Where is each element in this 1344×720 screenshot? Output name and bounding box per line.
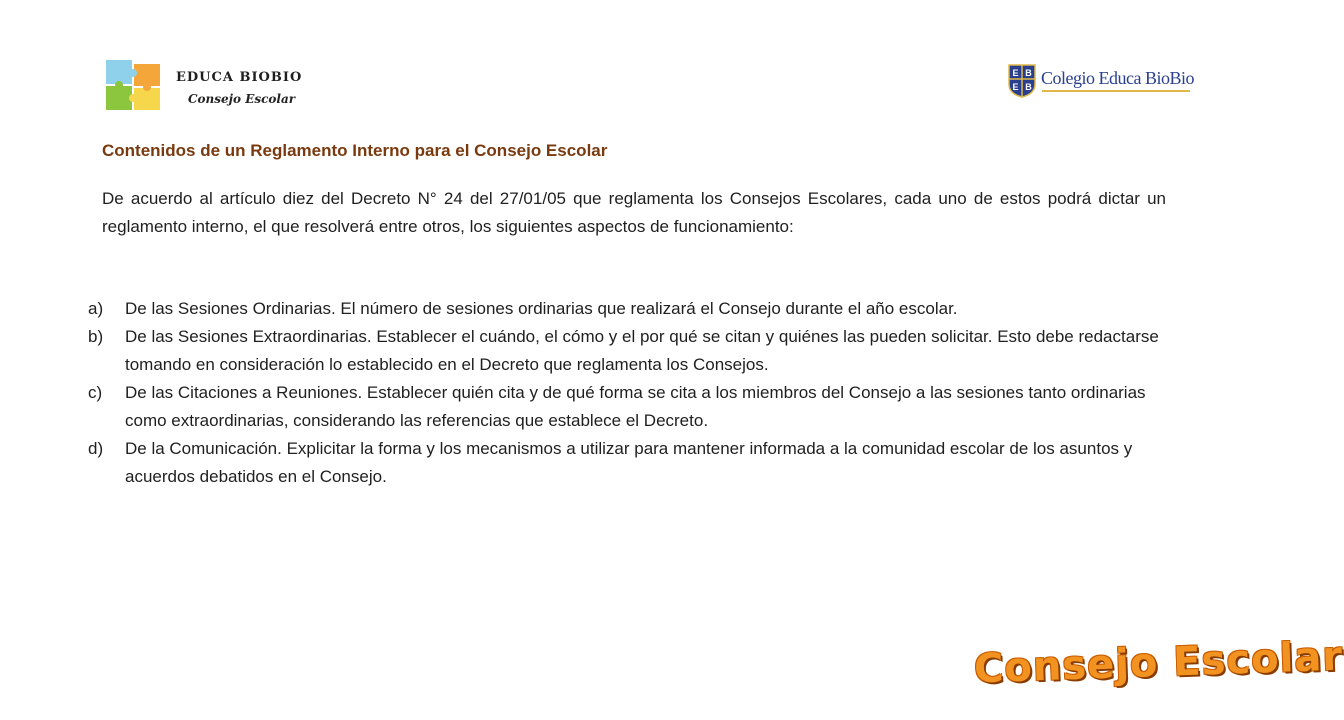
shield-letter: B [1025,68,1032,78]
brand-title: EDUCA BIOBIO [176,70,303,85]
colegio-logo [1008,64,1198,98]
puzzle-logo-icon [104,58,164,114]
educa-biobio-logo [104,58,314,114]
list-item-text: De las Sesiones Extraordinarias. Establecer el cuándo, el cómo y el por qué se citan y quiénes las pueden solicitar. Esto debe redactarse tomando en consideración lo establecido en el Decreto que reglamenta los Consejos. [125,327,1159,374]
shield-letter: E [1012,68,1019,78]
list-marker: d) [88,439,104,458]
list-item-text: De las Citaciones a Reuniones. Establecer quién cita y de qué forma se cita a los miembros del Consejo a las sesiones tanto ordinarias como extraordinarias, considerando las referencias que establece el Decreto. [125,383,1146,430]
aspects-list [88,295,1178,491]
list-item [88,379,1178,435]
list-item [88,435,1178,491]
shield-icon [1008,64,1036,98]
shield-letter: B [1025,82,1032,92]
college-underline [1042,90,1190,92]
college-name: Colegio Educa BioBio [1041,68,1194,88]
intro-paragraph: De acuerdo al artículo diez del Decreto N° 24 del 27/01/05 que reglamenta los Consejos Escolares, cada uno de estos podrá dictar un reglamento interno, el que resolverá entre otros, los siguientes aspectos de funcionamiento: [102,189,1166,236]
list-item [88,323,1178,379]
list-marker: c) [88,383,103,402]
list-item [88,295,1178,323]
brand-subtitle: Consejo Escolar [188,92,296,106]
list-item-text: De las Sesiones Ordinarias. El número de sesiones ordinarias que realizará el Consejo durante el año escolar. [125,299,958,318]
consejo-escolar-wordmark: Consejo Escolar [973,633,1344,693]
list-marker: a) [88,299,104,318]
document-title: Contenidos de un Reglamento Interno para el Consejo Escolar [102,141,608,160]
list-item-text: De la Comunicación. Explicitar la forma y los mecanismos a utilizar para mantener informada a la comunidad escolar de los asuntos y acuerdos debatidos en el Consejo. [125,439,1133,486]
shield-letter: E [1012,82,1019,92]
list-marker: b) [88,327,104,346]
